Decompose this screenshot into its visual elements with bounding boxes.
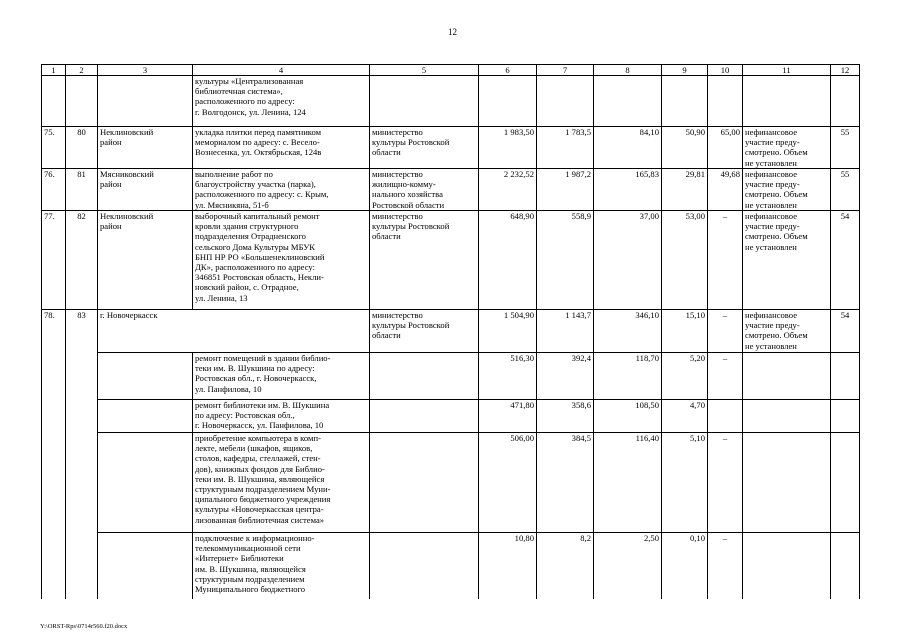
amount-regional: 1 143,7: [537, 310, 594, 353]
ministry: министерство культуры Ростовской области: [370, 127, 479, 169]
cell: [370, 353, 479, 400]
cell: [98, 400, 193, 433]
cell: [66, 400, 98, 433]
cell: [98, 353, 193, 400]
municipality: г. Новочеркасск: [98, 310, 370, 353]
amount-regional: 1 783,5: [537, 127, 594, 169]
amount-total: 2 232,52: [479, 169, 537, 211]
cell: [594, 76, 662, 127]
cell: [98, 533, 193, 599]
score: 55: [831, 127, 860, 169]
municipality: Неклиновский район: [98, 127, 193, 169]
amount-local: 346,10: [594, 310, 662, 353]
amount-regional: 384,5: [537, 433, 594, 533]
amount-col10: –: [708, 211, 743, 310]
amount-regional: 1 987,2: [537, 169, 594, 211]
table-subrow: [42, 353, 860, 400]
column-number: 8: [594, 65, 662, 76]
cell: [42, 433, 66, 533]
amount-col9: 0,10: [662, 533, 708, 599]
cell: [743, 353, 831, 400]
amount-total: 471,80: [479, 400, 537, 433]
amount-regional: 392,4: [537, 353, 594, 400]
amount-local: 2,50: [594, 533, 662, 599]
score: 55: [831, 169, 860, 211]
amount-total: 648,90: [479, 211, 537, 310]
amount-col9: 5,10: [662, 433, 708, 533]
cell: [42, 533, 66, 599]
work-description: ремонт помещений в здании библио- теки им. В. Шукшина по адресу: Ростовская обл., г. Новочеркасск, ул. Панфилова, 10: [193, 353, 370, 400]
cell: [66, 353, 98, 400]
cell: [66, 433, 98, 533]
amount-col10: –: [708, 310, 743, 353]
cell: [708, 76, 743, 127]
cell: [537, 76, 594, 127]
amount-col9: 4,70: [662, 400, 708, 433]
table-row: [42, 310, 860, 353]
amount-local: 108,50: [594, 400, 662, 433]
row-number: 75.: [42, 127, 66, 169]
object-list-table: [41, 64, 860, 599]
municipality: Мясниковский район: [98, 169, 193, 211]
column-number: 12: [831, 65, 860, 76]
note: нефинансовое участие преду- смотрено. Объем не установлен: [743, 310, 831, 353]
cell: [662, 76, 708, 127]
cell: [42, 353, 66, 400]
note: нефинансовое участие преду- смотрено. Объем не установлен: [743, 127, 831, 169]
cell: [370, 400, 479, 433]
amount-col10: –: [708, 533, 743, 599]
object-code: 82: [66, 211, 98, 310]
municipality: Неклиновский район: [98, 211, 193, 310]
work-description: подключение к информационно- телекоммуникационной сети «Интернет» Библиотеки им. В. Шукшина, являющейся структурным подразделением Муниципального бюджетного: [193, 533, 370, 599]
amount-col9: 5,20: [662, 353, 708, 400]
amount-local: 84,10: [594, 127, 662, 169]
work-description: выполнение работ по благоустройству участка (парка), расположенного по адресу: с. Крым, ул. Мясникяна, 51-б: [193, 169, 370, 211]
work-description: культуры «Централизованная библиотечная система», расположенного по адресу: г. Волгодонск, ул. Ленина, 124: [193, 76, 370, 127]
file-path-footer: Y:\ORST-Rps\0714r560.f20.docx: [40, 623, 128, 630]
cell: [42, 76, 66, 127]
cell: [98, 433, 193, 533]
page-number: 12: [448, 27, 457, 37]
table-row: [42, 169, 860, 211]
note: нефинансовое участие преду- смотрено. Объем не установлен: [743, 211, 831, 310]
cell: [831, 400, 860, 433]
amount-col10: –: [708, 353, 743, 400]
work-description: ремонт библиотеки им. В. Шукшина по адресу: Ростовская обл., г. Новочеркасск, ул. Панфилова, 10: [193, 400, 370, 433]
amount-col9: 15,10: [662, 310, 708, 353]
column-number: 11: [743, 65, 831, 76]
cell: [98, 76, 193, 127]
amount-total: 1 504,90: [479, 310, 537, 353]
row-number: 78.: [42, 310, 66, 353]
column-number: 7: [537, 65, 594, 76]
cell: [42, 400, 66, 433]
cell: [831, 533, 860, 599]
ministry: министерство культуры Ростовской области: [370, 310, 479, 353]
column-number-row: [42, 65, 860, 76]
ministry: министерство жилищно-комму- нального хозяйства Ростовской области: [370, 169, 479, 211]
amount-col9: 53,00: [662, 211, 708, 310]
cell: [743, 400, 831, 433]
object-code: 81: [66, 169, 98, 211]
cell: [831, 76, 860, 127]
column-number: 3: [98, 65, 193, 76]
amount-local: 116,40: [594, 433, 662, 533]
table-row-continuation: [42, 76, 860, 127]
cell: [66, 533, 98, 599]
table-subrow: [42, 433, 860, 533]
cell: [831, 353, 860, 400]
amount-col9: 50,90: [662, 127, 708, 169]
amount-col9: 29,81: [662, 169, 708, 211]
ministry: министерство культуры Ростовской области: [370, 211, 479, 310]
cell: [370, 76, 479, 127]
amount-local: 37,00: [594, 211, 662, 310]
table-subrow: [42, 400, 860, 433]
row-number: 77.: [42, 211, 66, 310]
object-code: 83: [66, 310, 98, 353]
cell: [479, 76, 537, 127]
amount-col10: 49,68: [708, 169, 743, 211]
work-description: приобретение компьютера в комп- лекте, мебели (шкафов, ящиков, столов, кафедры, стеллажей, стен- дов), книжных фондов для Библио- теки им. В. Шукшина, являющейся структурным подразделением Муни- ципального бюджетного учреждения культуры «Новочеркасская центра- лизованная библиотечная система»: [193, 433, 370, 533]
column-number: 6: [479, 65, 537, 76]
cell: [743, 533, 831, 599]
score: 54: [831, 211, 860, 310]
column-number: 5: [370, 65, 479, 76]
cell: [743, 433, 831, 533]
table-row: [42, 127, 860, 169]
cell: [66, 76, 98, 127]
column-number: 4: [193, 65, 370, 76]
table-subrow: [42, 533, 860, 599]
object-code: 80: [66, 127, 98, 169]
amount-total: 10,80: [479, 533, 537, 599]
row-number: 76.: [42, 169, 66, 211]
column-number: 10: [708, 65, 743, 76]
column-number: 2: [66, 65, 98, 76]
cell: [831, 433, 860, 533]
amount-col10: 65,00: [708, 127, 743, 169]
score: 54: [831, 310, 860, 353]
cell: [708, 400, 743, 433]
cell: [370, 433, 479, 533]
amount-regional: 8,2: [537, 533, 594, 599]
amount-local: 118,70: [594, 353, 662, 400]
amount-total: 1 983,50: [479, 127, 537, 169]
column-number: 9: [662, 65, 708, 76]
work-description: выборочный капитальный ремонт кровли здания структурного подразделения Отрадненского сельского Дома Культуры МБУК БНП НР РО «Большенеклиновский ДК», расположенного по адресу: 346851 Ростовская область, Некли- новский район, с. Отрадное, ул. Ленина, 13: [193, 211, 370, 310]
amount-total: 506,00: [479, 433, 537, 533]
column-number: 1: [42, 65, 66, 76]
amount-local: 165,83: [594, 169, 662, 211]
cell: [370, 533, 479, 599]
amount-total: 516,30: [479, 353, 537, 400]
amount-regional: 558,9: [537, 211, 594, 310]
cell: [743, 76, 831, 127]
work-description: укладка плитки перед памятником мемориалом по адресу: с. Весело- Вознесенка, ул. Октябрьская, 124в: [193, 127, 370, 169]
table-row: [42, 211, 860, 310]
amount-col10: –: [708, 433, 743, 533]
amount-regional: 358,6: [537, 400, 594, 433]
note: нефинансовое участие преду- смотрено. Объем не установлен: [743, 169, 831, 211]
